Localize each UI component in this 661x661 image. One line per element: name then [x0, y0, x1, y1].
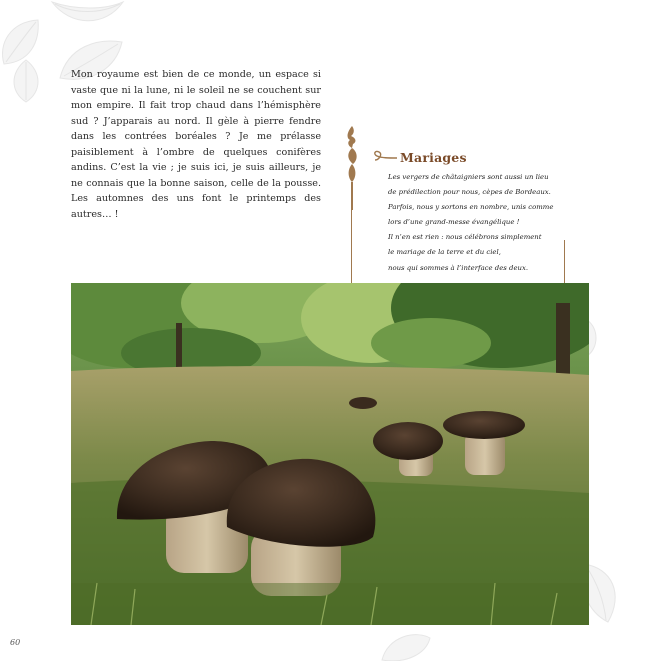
- sidebar-line: Parfois, nous y sortons en nombre, unis comme: [388, 203, 554, 212]
- sidebar-line: lors d’une grand-messe évangélique !: [388, 218, 520, 227]
- sidebar-title: Mariages: [400, 150, 467, 165]
- sidebar-divider: [351, 200, 352, 284]
- sidebar-line: le mariage de la terre et du ciel,: [388, 248, 501, 257]
- ornament-icon: [342, 126, 362, 210]
- ornament-icon: [371, 150, 399, 166]
- leaf-icon: [380, 630, 432, 661]
- mushroom-photo: [71, 283, 589, 625]
- page-number: 60: [10, 638, 21, 647]
- leaf-icon: [50, 0, 125, 26]
- sidebar-line: nous qui sommes à l’interface des deux.: [388, 263, 529, 272]
- sidebar-line: Les vergers de châtaigniers sont aussi un lieu: [388, 173, 549, 181]
- sidebar-text: [388, 170, 578, 276]
- main-paragraph: Mon royaume est bien de ce monde, un espace si vaste que ni la lune, ni le soleil ne se couchent sur mon empire. Il fait trop chaud dans l’hémisphère sud ? J’apparais au nord. Il gèle à pierre fendre dans les contrées boréales ? Je me prélasse paisiblement à l’ombre de quelques conifères andins. C’est la vie ; je suis ici, je suis ailleurs, je ne connais que la bonne saison, celle de la pousse. Les automnes des uns font le printemps des autres… !: [71, 69, 321, 220]
- sidebar-line: de prédilection pour nous, cèpes de Bordeaux.: [388, 188, 551, 197]
- leaf-icon: [8, 58, 44, 104]
- sidebar-line: Il n’en est rien : nous célébrons simplement: [388, 233, 542, 242]
